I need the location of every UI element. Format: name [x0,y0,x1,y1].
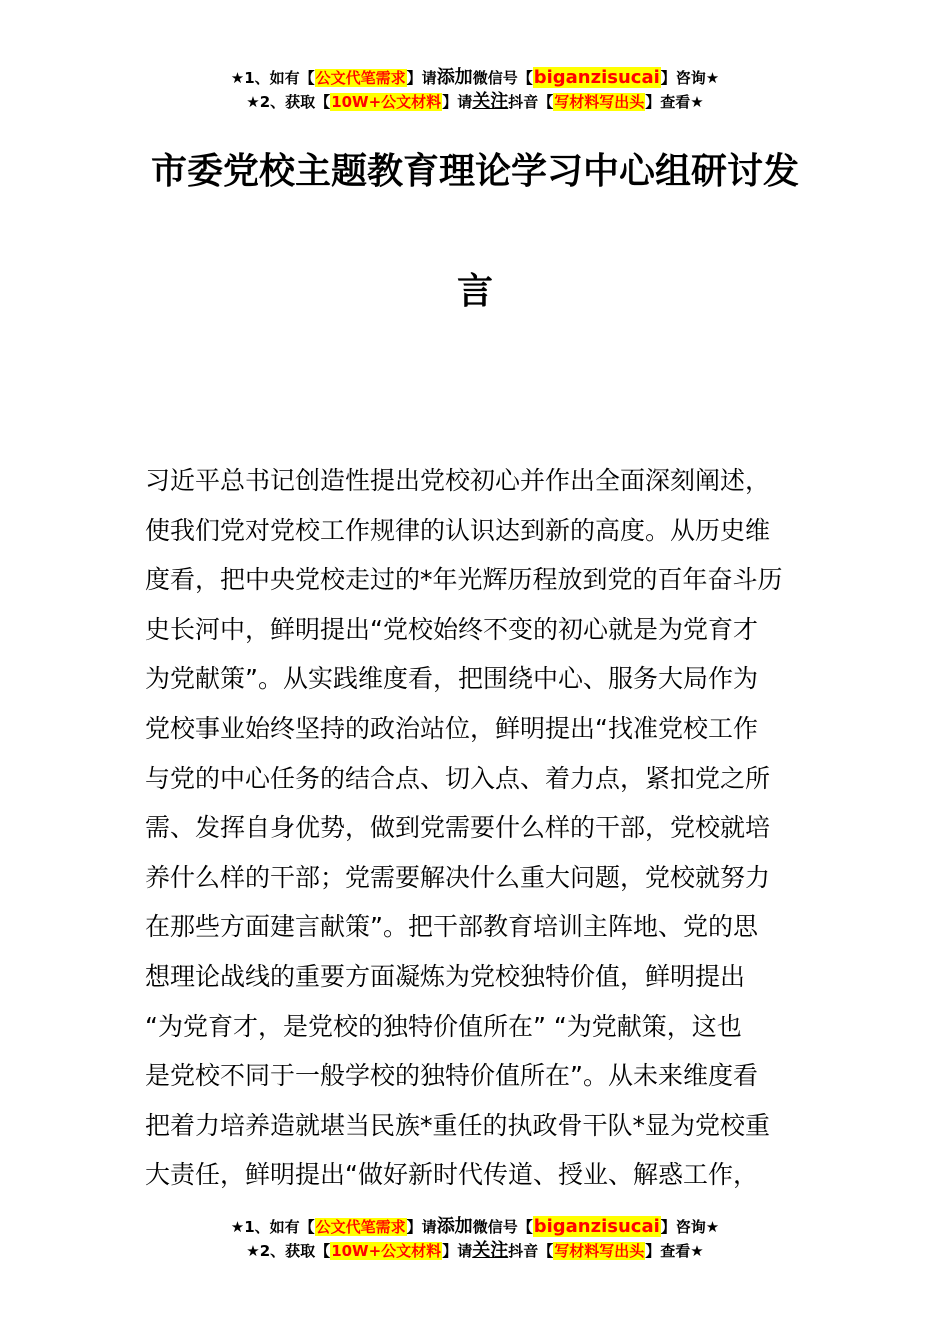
banner-highlight: 公文代笔需求 [315,69,406,87]
banner-text: 】请 [406,69,437,87]
banner-text: 】请 [442,93,473,111]
banner-line-2 [0,1239,950,1263]
body-line: 习近平总书记创造性提出党校初心并作出全面深刻阐述， [145,466,771,495]
banner-line-1 [0,1215,950,1239]
banner-highlight: 10W+公文材料 [331,1242,442,1260]
banner-text: 】请 [442,1242,473,1260]
banner-text: 】咨询★ [660,1218,720,1236]
banner-text: 微信号【 [472,69,533,87]
banner-wechat-id: biganzisucai [533,67,660,88]
banner-text: ★1、如有【 [230,1218,315,1236]
body-line: 把着力培养造就堪当民族*重任的执政骨干队*显为党校重 [145,1110,771,1140]
footer-banner [0,1215,950,1263]
banner-emphasis: 关注 [472,1240,509,1261]
banner-text: 】查看★ [645,93,704,111]
banner-text: ★2、获取【 [246,93,331,111]
banner-line-1 [0,66,950,90]
banner-text: 抖音【 [508,1242,554,1260]
body-line: 想理论战线的重要方面凝炼为党校独特价值，鲜明提出 [145,961,746,991]
body-line: 养什么样的干部；党需要解决什么重大问题，党校就努力 [145,862,771,892]
body-line: 需、发挥自身优势，做到党需要什么样的干部，党校就培 [145,813,771,843]
banner-text: 】查看★ [645,1242,704,1260]
banner-highlight: 公文代笔需求 [315,1218,406,1236]
banner-text: 抖音【 [508,93,554,111]
document-title-line-1: 市委党校主题教育理论学习中心组研讨发 [150,151,799,192]
body-line: 在那些方面建言献策”。把干部教育培训主阵地、党的思 [145,912,758,942]
body-line: 与党的中心任务的结合点、切入点、着力点，紧扣党之所 [145,763,771,793]
body-line: 为党献策”。从实践维度看，把围绕中心、服务大局作为 [145,664,758,694]
body-line: 史长河中，鲜明提出“党校始终不变的初心就是为党育才 [145,614,758,644]
body-line: 大责任，鲜明提出“做好新时代传道、授业、解惑工作， [145,1160,758,1190]
body-line: “为党育才，是党校的独特价值所在” “为党献策，这也 [145,1011,742,1041]
body-line: 使我们党对党校工作规律的认识达到新的高度。从历史维 [145,515,771,545]
header-banner [0,66,950,114]
banner-text: ★2、获取【 [246,1242,331,1260]
banner-text: ★1、如有【 [230,69,315,87]
banner-emphasis: 添加 [436,1216,473,1237]
banner-text: 】请 [406,1218,437,1236]
banner-douyin-id: 写材料写出头 [554,93,645,111]
banner-text: 微信号【 [472,1218,533,1236]
banner-emphasis: 添加 [436,67,473,88]
body-line: 是党校不同于一般学校的独特价值所在”。从未来维度看 [145,1061,758,1091]
banner-emphasis: 关注 [472,91,509,112]
banner-douyin-id: 写材料写出头 [554,1242,645,1260]
banner-highlight: 10W+公文材料 [331,93,442,111]
banner-line-2 [0,90,950,114]
body-paragraph [145,456,810,1200]
banner-text: 】咨询★ [660,69,720,87]
banner-wechat-id: biganzisucai [533,1216,660,1237]
body-line: 度看，把中央党校走过的*年光辉历程放到党的百年奋斗历 [145,565,783,595]
document-title-line-2: 言 [456,271,493,312]
body-line: 党校事业始终坚持的政治站位，鲜明提出“找准党校工作 [145,713,758,743]
